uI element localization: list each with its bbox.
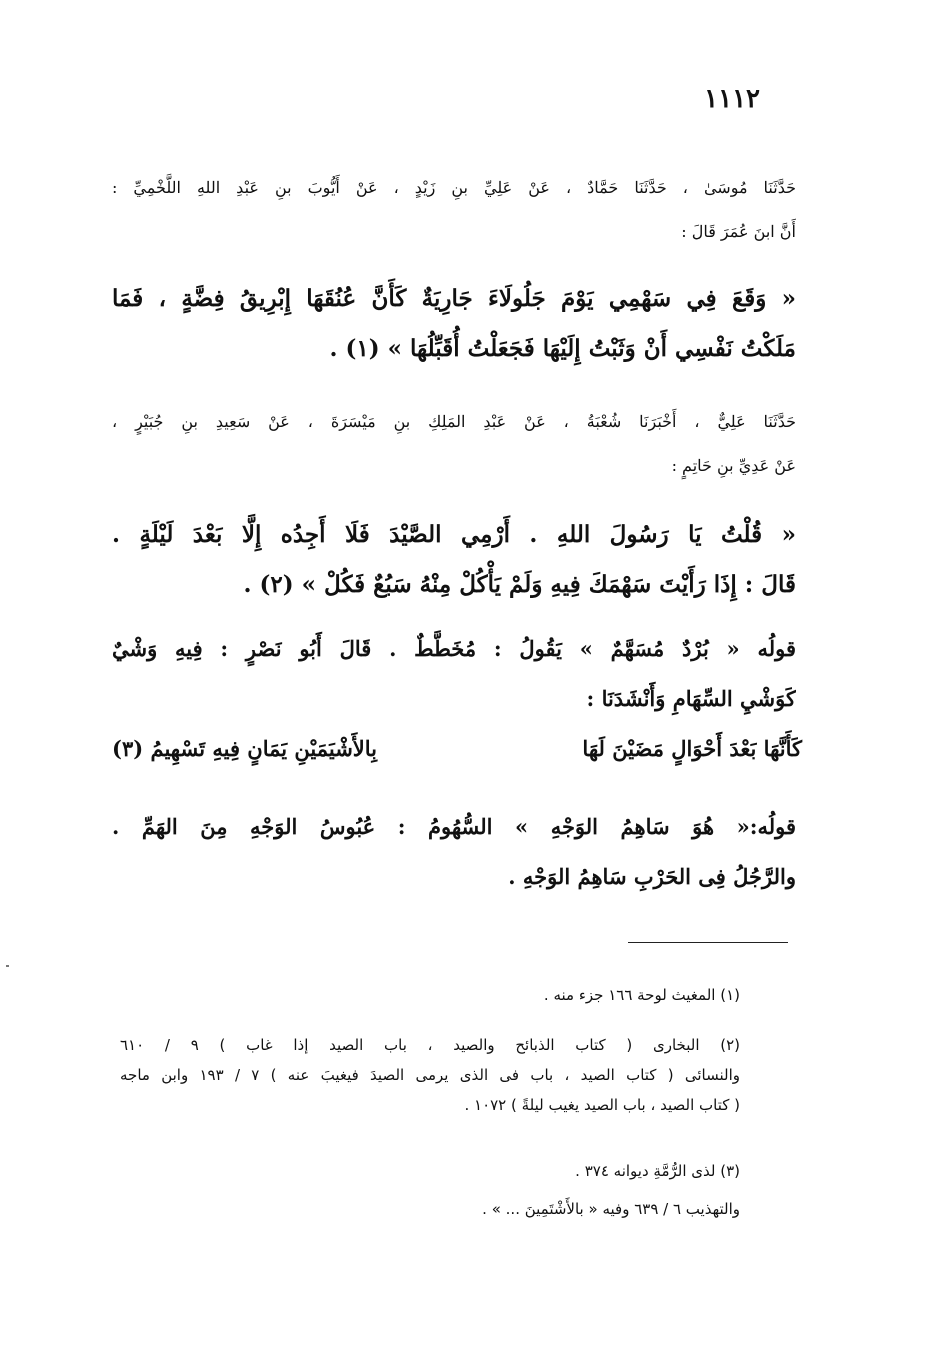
commentary-1-line-1: قولُه « بُرْدٌ مُسَهَّمٌ » يَقُولُ : مُخَطَّطٌ . قَالَ أَبُو نَصْرٍ : فِيهِ وَشْيٌ xyxy=(112,636,796,661)
commentary-1 xyxy=(112,624,796,724)
isnad-paragraph-1 xyxy=(112,166,796,254)
footnote-2-line-2: والنسائى ( كتاب الصيد ، باب فى الذى يرمى الصيدَ فيغيبَ عنه ) ٧ / ١٩٣ وابن ماجه xyxy=(120,1066,740,1084)
poem-second-hemistich: بِالأَشْيَمَيْنِ يَمَانٍ فِيهِ تَسْهِيمُ (٣) xyxy=(112,736,378,761)
hadith-2-line-2: قَالَ : إِذَا رَأَيْتَ سَهْمَكَ فِيهِ وَلَمْ يَأْكُلْ مِنْهُ سَبُعٌ فَكُلْ » (٢) . xyxy=(243,571,796,598)
commentary-2-line-1: قولُه:« هُوَ سَاهِمُ الوَجْهِ » السُّهُومُ : عُبُوسُ الوَجْهِ مِنَ الهَمِّ . xyxy=(112,814,796,839)
isnad-paragraph-2 xyxy=(112,400,796,488)
footnote-3-line-1: (٣) لذى الرُّمَّةِ ديوانه ٣٧٤ . xyxy=(575,1162,740,1180)
footnote-1 xyxy=(120,980,740,1010)
footnote-2 xyxy=(120,1030,740,1120)
hadith-text-1 xyxy=(112,274,796,374)
footnote-3 xyxy=(120,1156,740,1224)
commentary-2-line-2: والرَّجُلُ فِى الحَرْبِ سَاهِمُ الوَجْهِ . xyxy=(508,864,796,889)
poem-verse xyxy=(112,736,802,786)
isnad-1-line-2: أَنَّ ابنَ عُمَرَ قَالَ : xyxy=(681,222,796,241)
hadith-1-line-2: مَلَكْتُ نَفْسِي أَنْ وَثَبْتُ إِلَيْهَا فَجَعَلْتُ أُقَبِّلُهَا » (١) . xyxy=(329,335,796,362)
commentary-2 xyxy=(112,802,796,902)
isnad-2-line-1: حَدَّثَنَا عَلِيٌّ ، أَخْبَرَنَا شُعْبَةُ ، عَنْ عَبْدِ المَلِكِ بنِ مَيْسَرَةَ ، عَنْ سَعِيدِ بنِ جُبَيْرٍ ، xyxy=(112,412,796,431)
hadith-1-line-1: « وَقَعَ فِي سَهْمِي يَوْمَ جَلُولَاءَ جَارِيَةٌ كَأَنَّ عُنُقَهَا إِبْرِيقُ فِضَّةٍ ، فَمَا xyxy=(112,285,796,312)
footnote-1-text: (١) المغيث لوحة ١٦٦ جزء منه . xyxy=(543,986,740,1004)
scan-speck xyxy=(6,965,9,967)
footnote-3-line-2: والتهذيب ٦ / ٦٣٩ وفيه « بالأَشْتَمِينَ ... » . xyxy=(482,1200,740,1218)
footnote-separator xyxy=(628,942,788,943)
hadith-2-line-1: « قُلْتُ يَا رَسُولَ اللهِ . أَرْمِي الصَّيْدَ فَلَا أَجِدُه إِلَّا بَعْدَ لَيْلَةٍ . xyxy=(112,521,796,548)
commentary-1-line-2: كَوَشْيِ السِّهَامِ وَأَنْشَدَنَا : xyxy=(586,686,796,711)
hadith-text-2 xyxy=(112,510,796,610)
isnad-2-line-2: عَنْ عَدِيِّ بنِ حَاتِمٍ : xyxy=(671,456,796,475)
footnote-2-line-3: ( كتاب الصيد ، باب الصيد يغيب ليلةً ) ١٠٧٢ . xyxy=(464,1096,740,1114)
page-number: ١١١٢ xyxy=(704,84,760,114)
poem-first-hemistich: كَأَنَّهَا بَعْدَ أَحْوَالٍ مَضَيْنَ لَهَا xyxy=(582,736,802,761)
footnote-2-line-1: (٢) البخارى ( كتاب الذبائح والصيد ، باب الصيد إذا غاب ) ٩ / ٦١٠ xyxy=(120,1036,740,1054)
isnad-1-line-1: حَدَّثَنَا مُوسَىٰ ، حَدَّثَنَا حَمَّادٌ ، عَنْ عَلِيِّ بنِ زَيْدٍ ، عَنْ أَيُّوبَ بنِ عَبْدِ اللهِ اللَّخْمِيِّ : xyxy=(112,178,796,197)
